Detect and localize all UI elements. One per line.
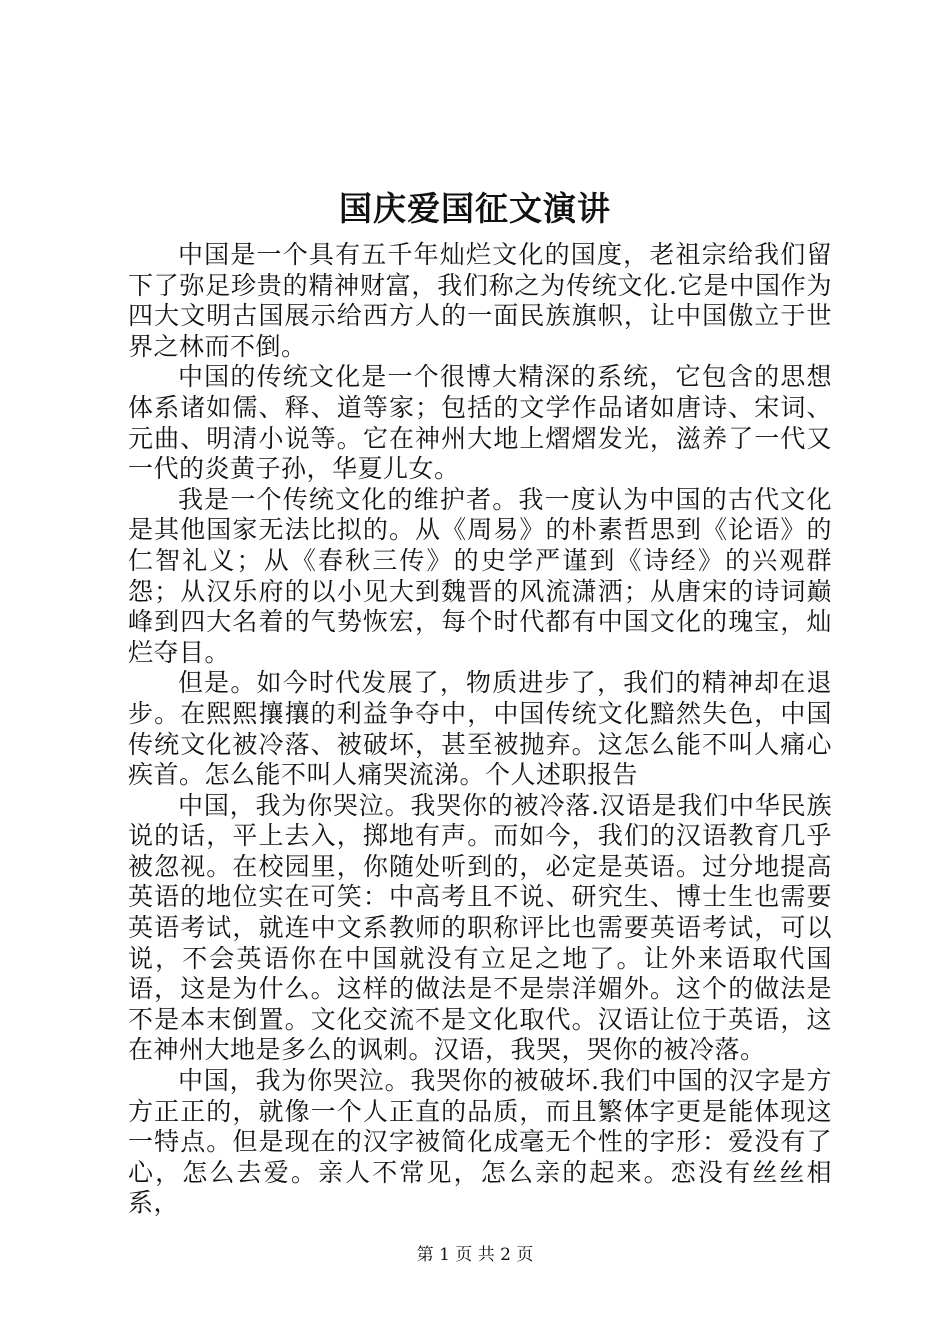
page-footer: 第 1 页 共 2 页	[416, 1245, 534, 1265]
document-body	[128, 240, 832, 1219]
paragraph: 中国的传统文化是一个很博大精深的系统，它包含的思想体系诸如儒、释、道等家；包括的文学作品诸如唐诗、宋词、元曲、明清小说等。它在神州大地上熠熠发光，滋养了一代又一代的炎黄子孙，华夏儿女。	[128, 362, 832, 484]
paragraph: 中国，我为你哭泣。我哭你的被破坏.我们中国的汉字是方方正正的，就像一个人正直的品质，而且繁体字更是能体现这一特点。但是现在的汉字被简化成毫无个性的字形：爱没有了心，怎么去爱。亲人不常见，怎么亲的起来。恋没有丝丝相系，	[128, 1066, 832, 1218]
document-title: 国庆爱国征文演讲	[339, 189, 611, 228]
paragraph: 但是。如今时代发展了，物质进步了，我们的精神却在退步。在熙熙攘攘的利益争夺中，中国传统文化黯然失色，中国传统文化被冷落、被破坏，甚至被抛弃。这怎么能不叫人痛心疾首。怎么能不叫人痛哭流涕。个人述职报告	[128, 668, 832, 790]
paragraph: 中国，我为你哭泣。我哭你的被冷落.汉语是我们中华民族说的话，平上去入，掷地有声。而如今，我们的汉语教育几乎被忽视。在校园里，你随处听到的，必定是英语。过分地提高英语的地位实在可笑：中高考且不说、研究生、博士生也需要英语考试，就连中文系教师的职称评比也需要英语考试，可以说，不会英语你在中国就没有立足之地了。让外来语取代国语，这是为什么。这样的做法是不是崇洋媚外。这个的做法是不是本末倒置。文化交流不是文化取代。汉语让位于英语，这在神州大地是多么的讽刺。汉语，我哭，哭你的被冷落。	[128, 790, 832, 1065]
paragraph: 中国是一个具有五千年灿烂文化的国度，老祖宗给我们留下了弥足珍贵的精神财富，我们称之为传统文化.它是中国作为四大文明古国展示给西方人的一面民族旗帜，让中国傲立于世界之林而不倒。	[128, 240, 832, 361]
paragraph: 我是一个传统文化的维护者。我一度认为中国的古代文化是其他国家无法比拟的。从《周易》的朴素哲思到《论语》的仁智礼义；从《春秋三传》的史学严谨到《诗经》的兴观群怨；从汉乐府的以小见大到魏晋的风流潇洒；从唐宋的诗词巅峰到四大名着的气势恢宏，每个时代都有中国文化的瑰宝，灿烂夺目。	[128, 484, 832, 667]
